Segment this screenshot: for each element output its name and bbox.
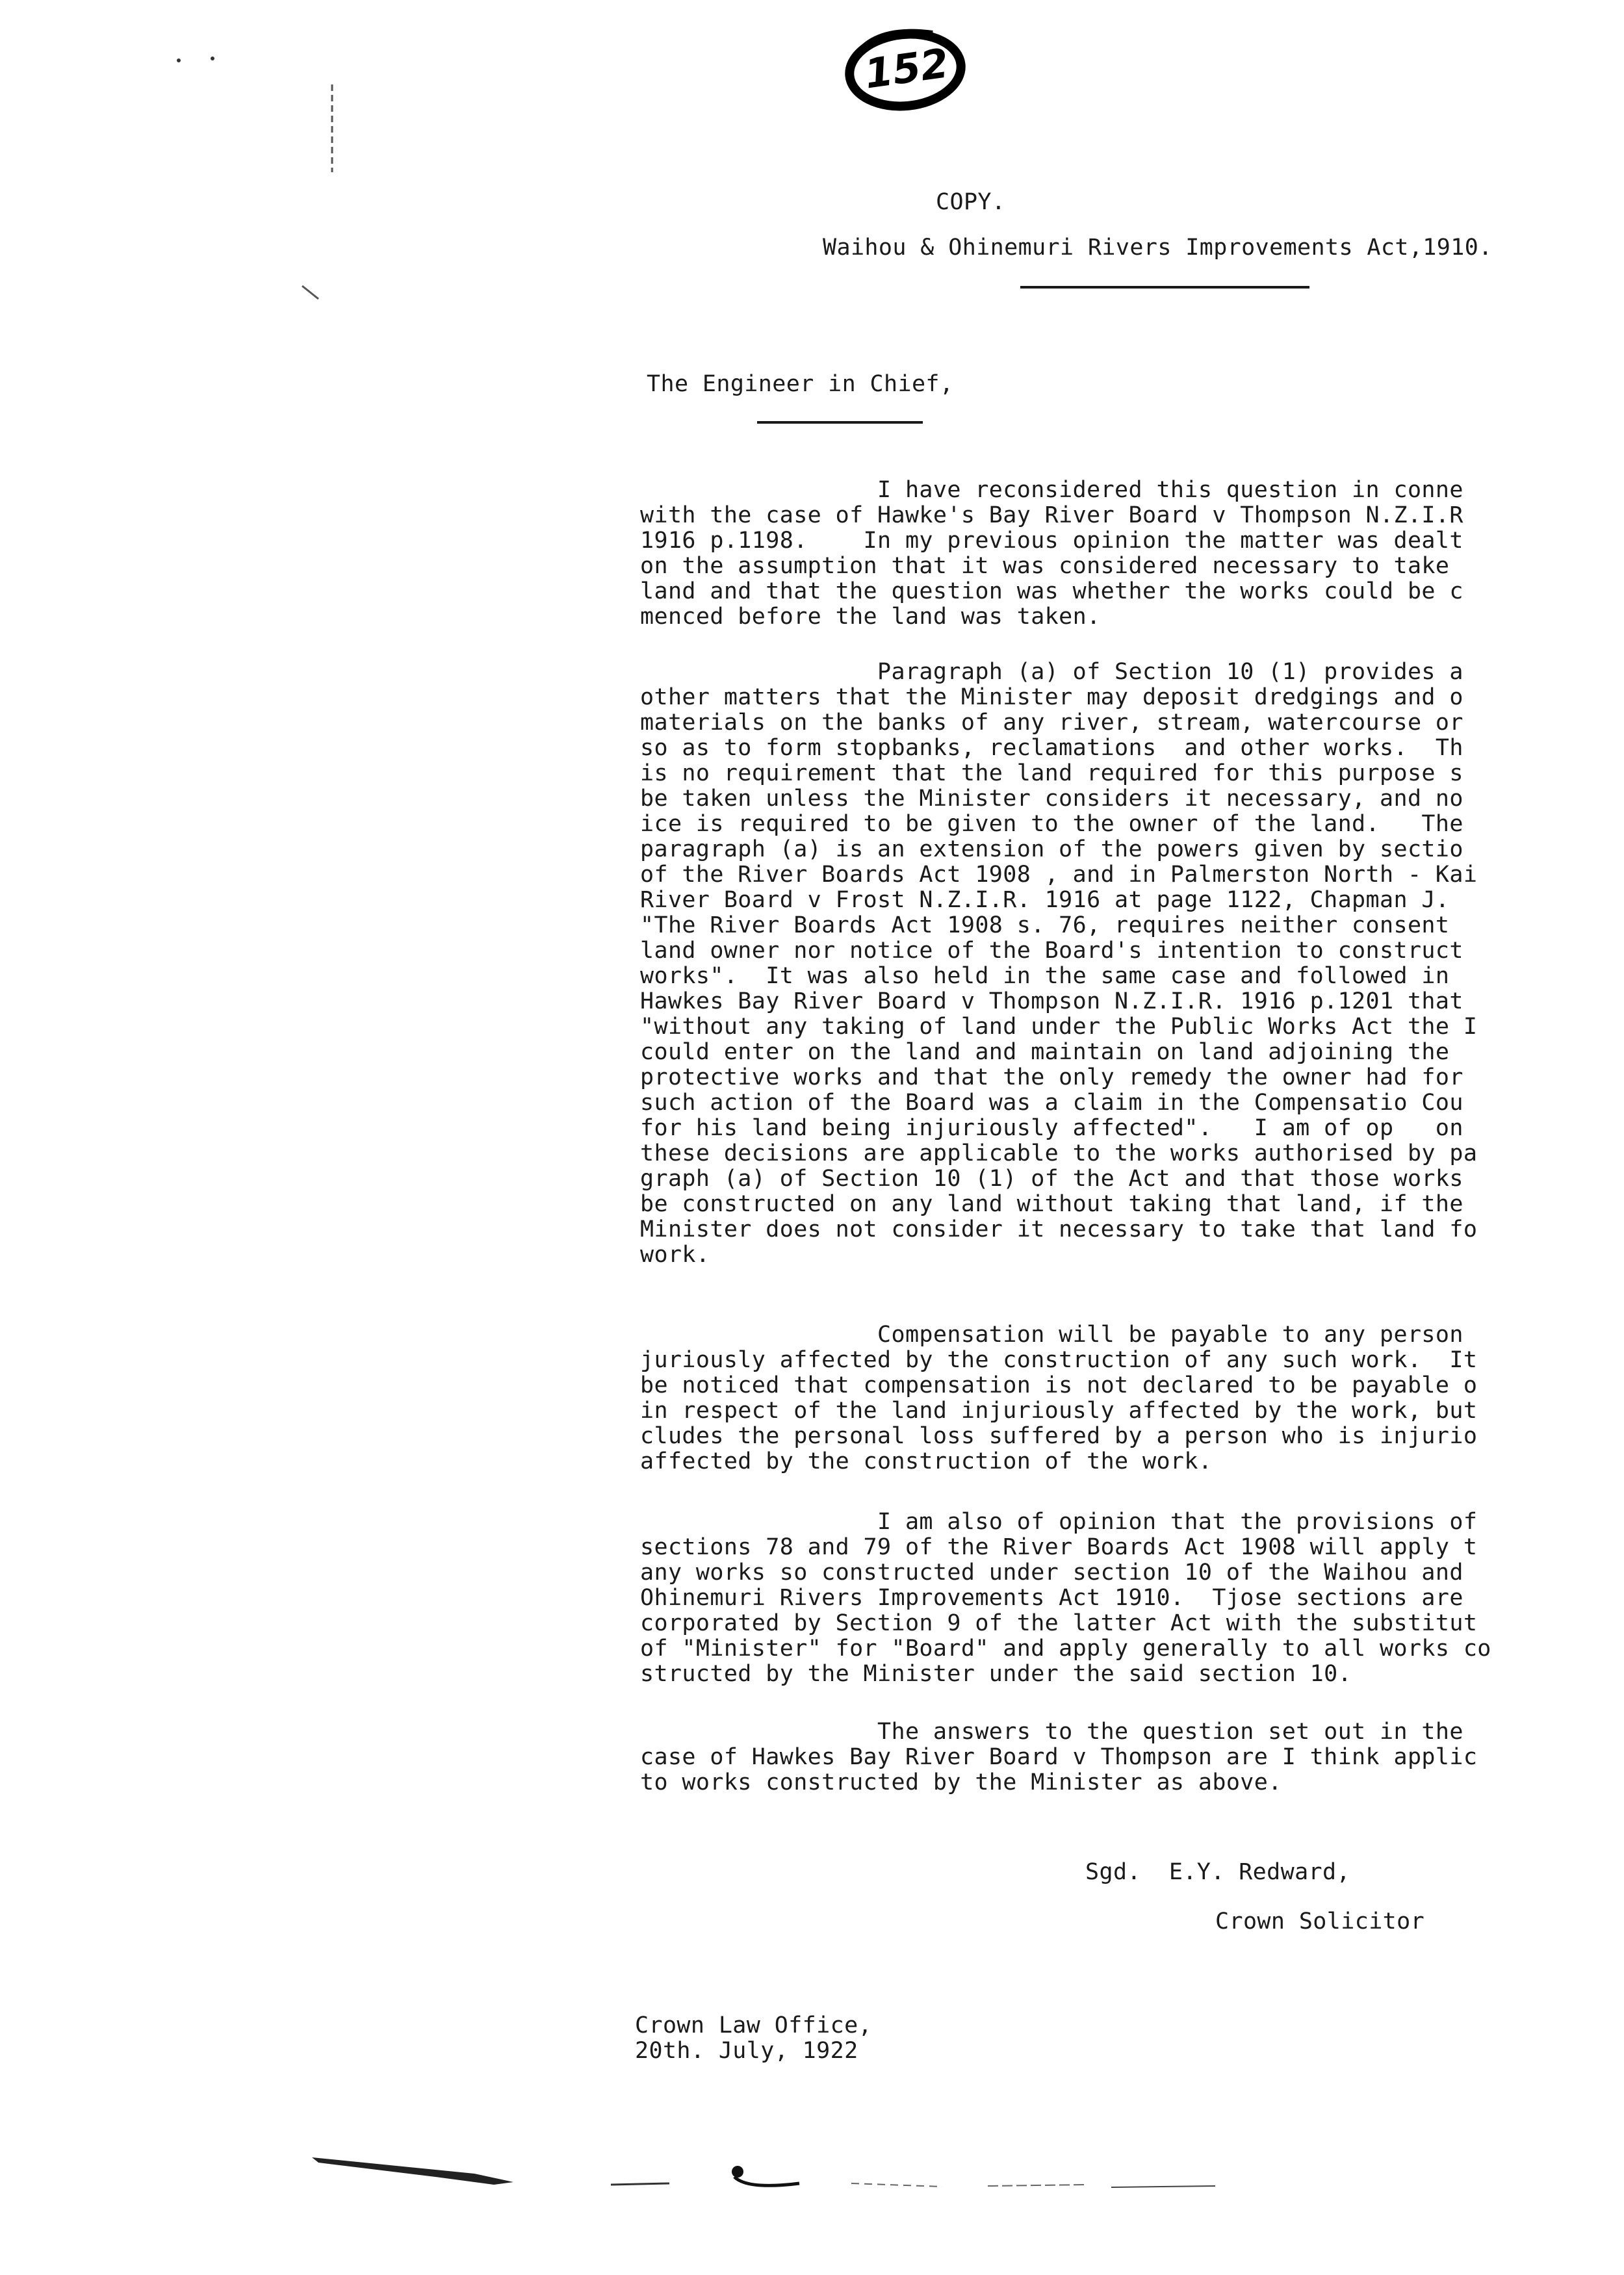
paragraph-line: other matters that the Minister may deposit dredgings and o — [640, 684, 1463, 710]
salutation-underline — [757, 421, 923, 424]
paragraph-4 — [640, 1510, 1624, 1687]
signatory-title: Crown Solicitor — [1215, 1909, 1425, 1934]
paragraph-line: "The River Boards Act 1908 s. 76, requires neither consent — [640, 912, 1450, 938]
paragraph-line: paragraph (a) is an extension of the powers given by sectio — [640, 836, 1463, 862]
copy-label: COPY. — [936, 189, 1006, 215]
paragraph-line: these decisions are applicable to the works authorised by pa — [640, 1140, 1478, 1166]
date: 20th. July, 1922 — [635, 2038, 858, 2064]
paragraph-1 — [640, 478, 1624, 630]
paragraph-line: corporated by Section 9 of the latter Act with the substitut — [640, 1610, 1478, 1636]
paragraph-line: be taken unless the Minister considers it necessary, and no — [640, 786, 1463, 812]
act-title: Waihou & Ohinemuri Rivers Improvements Act,1910. — [823, 235, 1493, 261]
paragraph-line: on the assumption that it was considered necessary to take — [640, 553, 1450, 579]
paragraph-line: graph (a) of Section 10 (1) of the Act and that those works — [640, 1166, 1463, 1192]
paragraph-line: be noticed that compensation is not declared to be payable o — [640, 1372, 1478, 1398]
paragraph-line: work. — [640, 1242, 710, 1268]
paragraph-line: cludes the personal loss suffered by a person who is injurio — [640, 1423, 1478, 1449]
paragraph-line: such action of the Board was a claim in the Compensatio Cou — [640, 1090, 1463, 1116]
paragraph-line: works". It was also held in the same case and followed in — [640, 963, 1450, 989]
paragraph-line: is no requirement that the land required for this purpose s — [640, 760, 1463, 786]
paragraph-line: to works constructed by the Minister as above. — [640, 1769, 1282, 1795]
margin-tick-mark — [299, 279, 325, 305]
paragraph-line: menced before the land was taken. — [640, 604, 1101, 630]
margin-dots-mark — [166, 51, 224, 70]
paragraph-line: I am also of opinion that the provisions of — [640, 1509, 1478, 1535]
paragraph-line: Paragraph (a) of Section 10 (1) provides a — [640, 659, 1463, 685]
paragraph-line: structed by the Minister under the said section 10. — [640, 1661, 1352, 1687]
paragraph-line: 1916 p.1198. In my previous opinion the matter was dealt — [640, 528, 1463, 554]
paragraph-line: materials on the banks of any river, stream, watercourse or — [640, 710, 1463, 736]
paragraph-line: I have reconsidered this question in conne — [640, 477, 1463, 503]
paragraph-line: River Board v Frost N.Z.I.R. 1916 at page 1122, Chapman J. — [640, 887, 1450, 913]
title-underline — [1020, 286, 1309, 289]
salutation: The Engineer in Chief, — [647, 371, 954, 397]
paragraph-2 — [640, 660, 1624, 1268]
paragraph-line: for his land being injuriously affected". I am of op on — [640, 1115, 1463, 1141]
paragraph-line: Minister does not consider it necessary to take that land fo — [640, 1216, 1478, 1242]
paragraph-line: with the case of Hawke's Bay River Board v Thompson N.Z.I.R — [640, 502, 1463, 528]
paragraph-line: protective works and that the only remedy the owner had for — [640, 1064, 1463, 1090]
paragraph-line: "without any taking of land under the Public Works Act the I — [640, 1014, 1478, 1040]
paragraph-line: Compensation will be payable to any person — [640, 1322, 1463, 1348]
signature: Sgd. E.Y. Redward, — [1085, 1859, 1350, 1885]
margin-line-mark — [328, 84, 336, 175]
paragraph-line: Ohinemuri Rivers Improvements Act 1910. Tjose sections are — [640, 1585, 1463, 1611]
paragraph-line: in respect of the land injuriously affected by the work, but — [640, 1398, 1478, 1424]
paragraph-5 — [640, 1719, 1624, 1795]
paragraph-line: of the River Boards Act 1908 , and in Palmerston North - Kai — [640, 862, 1478, 888]
office: Crown Law Office, — [635, 2012, 873, 2038]
paragraph-line: The answers to the question set out in the — [640, 1719, 1463, 1745]
page-number-stamp — [835, 19, 978, 117]
paragraph-line: be constructed on any land without taking that land, if the — [640, 1191, 1463, 1217]
paragraph-line: any works so constructed under section 10 of the Waihou and — [640, 1560, 1463, 1586]
paragraph-line: could enter on the land and maintain on land adjoining the — [640, 1039, 1450, 1065]
bottom-scan-artifacts — [305, 2144, 1280, 2196]
stamp-number: 152 — [861, 38, 952, 98]
paragraph-line: affected by the construction of the work. — [640, 1448, 1213, 1474]
paragraph-line: of "Minister" for "Board" and apply generally to all works co — [640, 1636, 1491, 1662]
paragraph-line: Hawkes Bay River Board v Thompson N.Z.I.R. 1916 p.1201 that — [640, 988, 1463, 1014]
paragraph-line: juriously affected by the construction of any such work. It — [640, 1347, 1478, 1373]
paragraph-line: ice is required to be given to the owner of the land. The — [640, 811, 1463, 837]
paragraph-line: land and that the question was whether the works could be c — [640, 578, 1463, 604]
paragraph-3 — [640, 1322, 1624, 1474]
paragraph-line: land owner nor notice of the Board's intention to construct — [640, 938, 1463, 964]
paragraph-line: case of Hawkes Bay River Board v Thompson are I think applic — [640, 1744, 1478, 1770]
paragraph-line: sections 78 and 79 of the River Boards Act 1908 will apply t — [640, 1534, 1478, 1560]
paragraph-line: so as to form stopbanks, reclamations and other works. Th — [640, 735, 1463, 761]
